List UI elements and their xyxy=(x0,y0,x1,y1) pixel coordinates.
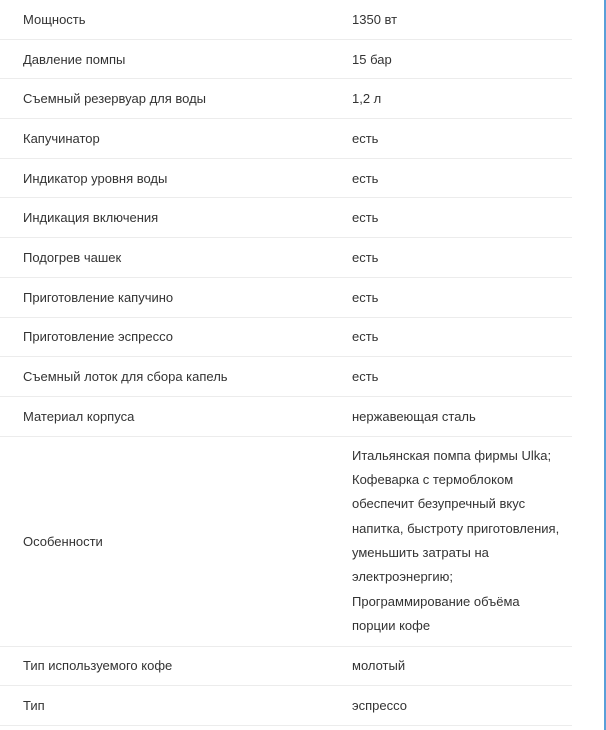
spec-value: есть xyxy=(352,210,379,226)
spec-row-power xyxy=(0,0,572,40)
spec-value-line: Итальянская помпа фирмы Ulka; xyxy=(352,447,552,463)
spec-row-cappuccino xyxy=(0,278,572,318)
spec-value-line: напитка, быстроту приготовления, xyxy=(352,520,560,536)
spec-row-body-material xyxy=(0,397,572,437)
spec-row-drip-tray xyxy=(0,357,572,397)
spec-name: Давление помпы xyxy=(23,51,126,67)
spec-value: есть xyxy=(352,329,379,345)
spec-value: эспрессо xyxy=(352,698,408,714)
spec-row-coffee-type xyxy=(0,647,572,687)
spec-row-features xyxy=(0,437,572,647)
spec-value-line: Кофеварка с термоблоком xyxy=(352,472,514,488)
spec-value: 1,2 л xyxy=(352,91,382,107)
spec-value-line: электроэнергию; xyxy=(352,569,454,585)
spec-value: нержавеющая сталь xyxy=(352,408,476,424)
spec-value-line: обеспечит безупречный вкус xyxy=(352,496,526,512)
spec-name: Индикация включения xyxy=(23,210,159,226)
spec-name: Мощность xyxy=(23,11,86,27)
spec-name: Тип xyxy=(23,698,45,714)
spec-value: есть xyxy=(352,130,379,146)
spec-row-espresso xyxy=(0,318,572,358)
spec-name: Съемный лоток для сбора капель xyxy=(23,369,228,385)
spec-name: Тип используемого кофе xyxy=(23,658,173,674)
spec-value: молотый xyxy=(352,658,406,674)
spec-name: Капучинатор xyxy=(23,130,100,146)
spec-name: Особенности xyxy=(23,533,103,549)
spec-row-water-level-indicator xyxy=(0,159,572,199)
spec-value: есть xyxy=(352,289,379,305)
spec-value: 15 бар xyxy=(352,51,392,67)
spec-value: есть xyxy=(352,369,379,385)
spec-name: Приготовление капучино xyxy=(23,289,174,305)
spec-row-power-indicator xyxy=(0,198,572,238)
spec-value: 1350 вт xyxy=(352,11,398,27)
spec-value-line: уменьшить затраты на xyxy=(352,545,489,561)
spec-row-cappuccinator xyxy=(0,119,572,159)
spec-name: Приготовление эспрессо xyxy=(23,329,173,345)
spec-name: Съемный резервуар для воды xyxy=(23,91,207,107)
spec-row-cup-warming xyxy=(0,238,572,278)
spec-value-line: порции кофе xyxy=(352,617,431,633)
spec-value-line: Программирование объёма xyxy=(352,593,520,609)
spec-row-pump-pressure xyxy=(0,40,572,80)
spec-value-multiline xyxy=(352,444,572,638)
spec-row-water-tank xyxy=(0,79,572,119)
spec-name: Индикатор уровня воды xyxy=(23,170,168,186)
spec-value: есть xyxy=(352,249,379,265)
spec-name: Материал корпуса xyxy=(23,408,135,424)
spec-row-type xyxy=(0,686,572,726)
spec-name: Подогрев чашек xyxy=(23,249,122,265)
spec-value: есть xyxy=(352,170,379,186)
